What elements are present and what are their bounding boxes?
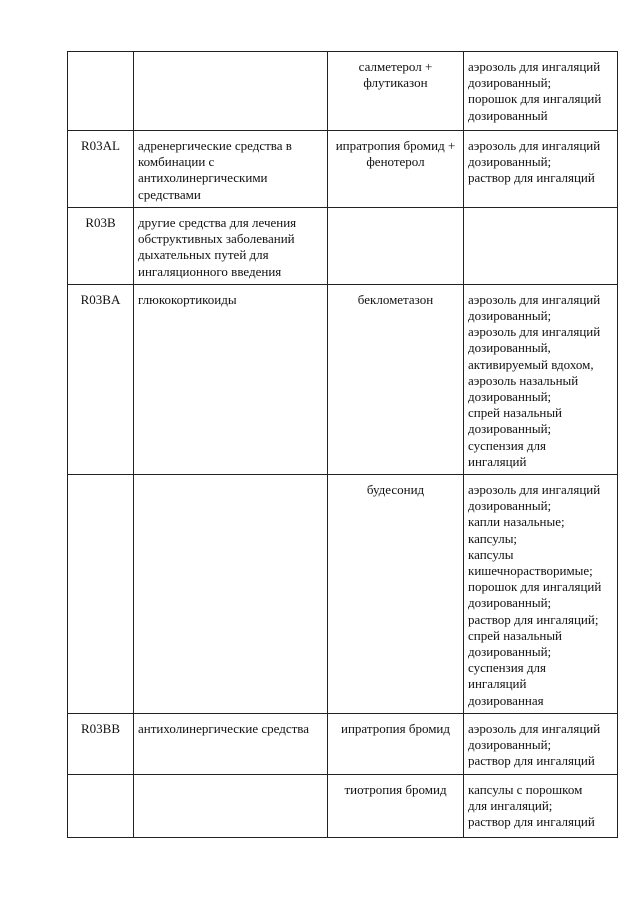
atc-group-cell-line: антихолинергические средства [138, 720, 310, 736]
dosage-form-cell [464, 774, 618, 837]
dosage-form-cell [464, 131, 618, 208]
drug-name-cell [328, 131, 464, 208]
dosage-form-cell-line: аэрозоль для ингаляций [468, 59, 601, 74]
dosage-form-cell-line: аэрозоль назальный [468, 372, 579, 388]
atc-group-cell [134, 284, 328, 474]
atc-group-cell-line: глюкокортикоиды [138, 291, 237, 307]
dosage-form-cell-line: дозированный, [468, 340, 551, 356]
dosage-form-cell-line: раствор для ингаляций [468, 813, 595, 829]
atc-group-cell [134, 475, 328, 714]
dosage-form-cell-line: спрей назальный [468, 627, 563, 643]
table-row [68, 713, 618, 774]
dosage-form-cell-line: порошок для ингаляций [468, 91, 602, 107]
dosage-form-cell [464, 52, 618, 131]
atc-group-cell-line: обструктивных заболеваний [138, 231, 295, 247]
table-row [68, 284, 618, 474]
atc-group-cell-line: антихолинергическими [138, 170, 268, 186]
dosage-form-cell-line: раствор для ингаляций; [468, 611, 599, 627]
medication-table-body [68, 52, 618, 838]
dosage-form-cell-line: аэрозоль для ингаляций [468, 291, 601, 307]
drug-name-cell-line: фенотерол [366, 154, 425, 170]
dosage-form-cell [464, 475, 618, 714]
atc-group-cell [134, 713, 328, 774]
dosage-form-cell [464, 284, 618, 474]
table-row [68, 208, 618, 285]
atc-group-cell [134, 774, 328, 837]
atc-code-cell [68, 131, 134, 208]
dosage-form-cell-line: дозированный; [468, 737, 552, 753]
drug-name-cell [328, 774, 464, 837]
dosage-form-cell-line: кишечнорастворимые; [468, 563, 593, 579]
atc-code-cell-text: R03BB [80, 720, 120, 736]
atc-code-cell-text: R03B [85, 215, 116, 230]
atc-code-cell [68, 475, 134, 714]
drug-name-cell-line: беклометазон [357, 291, 434, 307]
drug-name-cell-line: ипратропия бромид [341, 720, 450, 736]
dosage-form-cell-line: капсулы; [468, 530, 518, 546]
atc-code-cell [68, 774, 134, 837]
atc-group-cell-line: ингаляционного введения [138, 263, 282, 279]
dosage-form-cell-line: капли назальные; [468, 514, 565, 530]
atc-group-cell-line: адренергические средства в [138, 138, 292, 153]
atc-code-cell-text: R03BA [80, 291, 121, 307]
drug-name-cell [328, 475, 464, 714]
dosage-form-cell-line: дозированная [468, 692, 544, 708]
drug-name-cell-line: будесонид [366, 482, 425, 498]
dosage-form-cell-line: аэрозоль для ингаляций [468, 324, 601, 340]
atc-group-cell-line: комбинации с [138, 154, 215, 170]
atc-code-cell [68, 284, 134, 474]
dosage-form-cell-line: дозированный; [468, 498, 552, 514]
atc-group-cell-line: дыхательных путей для [138, 247, 269, 263]
drug-name-cell-line: ипратропия бромид + [335, 138, 456, 153]
drug-name-cell [328, 52, 464, 131]
drug-name-cell-line: флутиказон [363, 75, 428, 91]
dosage-form-cell-line: дозированный; [468, 154, 552, 170]
medication-table [67, 51, 618, 838]
dosage-form-cell-line: ингаляций [468, 676, 527, 692]
drug-name-cell [328, 208, 464, 285]
dosage-form-cell-line: капсулы с порошком [468, 781, 583, 797]
atc-group-cell [134, 131, 328, 208]
atc-code-cell [68, 713, 134, 774]
dosage-form-cell-line: капсулы [468, 546, 514, 562]
drug-name-cell [328, 284, 464, 474]
atc-group-cell-line: другие средства для лечения [138, 215, 297, 230]
dosage-form-cell-line: порошок для ингаляций [468, 579, 602, 595]
atc-code-cell [68, 208, 134, 285]
dosage-form-cell-line: для ингаляций; [468, 797, 553, 813]
drug-name-cell [328, 713, 464, 774]
table-row [68, 774, 618, 837]
drug-name-cell-line: тиотропия бромид [344, 781, 447, 797]
dosage-form-cell-line: дозированный; [468, 308, 552, 324]
dosage-form-cell-line: аэрозоль для ингаляций [468, 482, 601, 498]
table-row [68, 475, 618, 714]
dosage-form-cell-line: дозированный [468, 107, 548, 123]
atc-code-cell-text: R03AL [81, 138, 120, 153]
dosage-form-cell-line: дозированный; [468, 595, 552, 611]
dosage-form-cell-line: дозированный; [468, 644, 552, 660]
dosage-form-cell-line: спрей назальный [468, 405, 563, 421]
atc-code-cell [68, 52, 134, 131]
dosage-form-cell-line: активируемый вдохом, [468, 356, 594, 372]
dosage-form-cell-line: ингаляций [468, 453, 527, 469]
dosage-form-cell-line: раствор для ингаляций [468, 753, 595, 769]
dosage-form-cell-line: дозированный; [468, 421, 552, 437]
atc-group-cell [134, 52, 328, 131]
table-row [68, 52, 618, 131]
dosage-form-cell-line: дозированный; [468, 389, 552, 405]
dosage-form-cell-line: суспензия для [468, 660, 546, 676]
dosage-form-cell-line: суспензия для [468, 437, 546, 453]
dosage-form-cell [464, 713, 618, 774]
atc-group-cell [134, 208, 328, 285]
dosage-form-cell-line: раствор для ингаляций [468, 170, 595, 186]
drug-name-cell-line: салметерол + [358, 59, 433, 74]
dosage-form-cell-line: дозированный; [468, 75, 552, 91]
table-row [68, 131, 618, 208]
dosage-form-cell-line: аэрозоль для ингаляций [468, 720, 601, 736]
dosage-form-cell-line: аэрозоль для ингаляций [468, 138, 601, 153]
dosage-form-cell [464, 208, 618, 285]
atc-group-cell-line: средствами [138, 186, 201, 202]
